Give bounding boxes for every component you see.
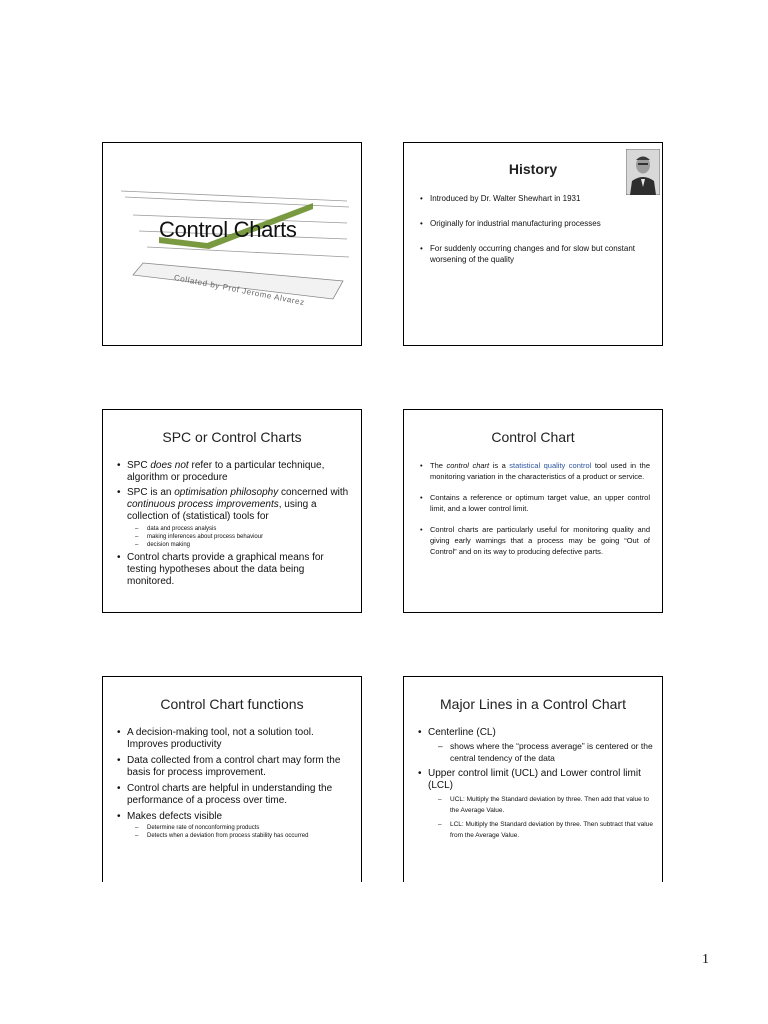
slide-functions	[102, 676, 362, 882]
slide-title	[102, 142, 362, 346]
list-item: • Upper control limit (UCL) and Lower control limit (LCL) – UCL: Multiply the Standard deviation by three. Then add that value to the Average Value. – LCL: Multiply the Standard deviation by three. Then subtract that value from the Average Value.	[416, 768, 654, 841]
list-item: • SPC does not refer to a particular technique, algorithm or procedure	[115, 460, 351, 484]
functions-bullet-list	[115, 727, 351, 844]
slide-control-chart	[403, 409, 663, 613]
list-item: • A decision-making tool, not a solution tool. Improves productivity	[115, 727, 351, 751]
sub-list-item: – decision making	[133, 541, 351, 549]
sub-list	[436, 740, 654, 764]
slide-title-history: History	[508, 161, 558, 177]
slide-title-spc: SPC or Control Charts	[162, 429, 302, 445]
cover-subtitle: Collated by Prof Jerome Alvarez	[173, 273, 306, 308]
control-chart-bullet-list	[418, 460, 650, 567]
cover-chart-graphic	[103, 143, 362, 346]
list-item: • Contains a reference or optimum target value, an upper control limit, and a lower control limit.	[418, 492, 650, 514]
sub-list	[133, 824, 351, 840]
slide-title-functions: Control Chart functions	[160, 696, 304, 712]
list-item: • Makes defects visible – Determine rate of nonconforming products – Detects when a deviation from process stability has occurred	[115, 811, 351, 840]
sub-list-item: – making inferences about process behaviour	[133, 533, 351, 541]
sub-list	[436, 794, 654, 841]
major-lines-bullet-list	[416, 727, 654, 845]
list-item: • Control charts are helpful in understanding the performance of a process over time.	[115, 783, 351, 807]
slide-title-control-chart: Control Chart	[491, 429, 575, 445]
list-item: • For suddenly occurring changes and for slow but constant worsening of the quality	[418, 243, 648, 265]
slide-history	[403, 142, 663, 346]
sub-list-item: – Detects when a deviation from process stability has occurred	[133, 832, 351, 840]
list-item: • Introduced by Dr. Walter Shewhart in 1931	[418, 193, 648, 204]
spc-bullet-list	[115, 460, 351, 591]
cover-title: Control Charts	[159, 217, 297, 242]
slide-spc	[102, 409, 362, 613]
list-item: • The control chart is a statistical quality control tool used in the monitoring variation in the characteristics of a product or service.	[418, 460, 650, 482]
sub-list-item: – data and process analysis	[133, 525, 351, 533]
shewhart-portrait-image	[626, 149, 660, 195]
statistical-quality-control-link[interactable]: statistical quality control	[509, 461, 592, 470]
slide-title-major-lines: Major Lines in a Control Chart	[440, 696, 626, 712]
sub-list-item: – UCL: Multiply the Standard deviation by three. Then add that value to the Average Value.	[436, 794, 654, 816]
page-number: 1	[702, 952, 709, 967]
slide-major-lines	[403, 676, 663, 882]
list-item: • Control charts provide a graphical means for testing hypotheses about the data being monitored.	[115, 552, 351, 588]
list-item: • Originally for industrial manufacturing processes	[418, 218, 648, 229]
list-item: • Data collected from a control chart may form the basis for process improvement.	[115, 755, 351, 779]
list-item: • Centerline (CL) – shows where the “process average” is centered or the central tendency of the data	[416, 727, 654, 764]
history-bullet-list	[418, 193, 648, 279]
list-item: • Control charts are particularly useful for monitoring quality and giving early warnings that a process may be going “Out of Control” and on its way to producing defective parts.	[418, 524, 650, 557]
list-item: • SPC is an optimisation philosophy concerned with continuous process improvements, using a collection of (statistical) tools for – data and process analysis – making inferences about process behaviour – decision making	[115, 487, 351, 549]
sub-list-item: – shows where the “process average” is centered or the central tendency of the data	[436, 740, 654, 764]
sub-list	[133, 525, 351, 549]
sub-list-item: – Determine rate of nonconforming products	[133, 824, 351, 832]
sub-list-item: – LCL: Multiply the Standard deviation by three. Then subtract that value from the Average Value.	[436, 819, 654, 841]
